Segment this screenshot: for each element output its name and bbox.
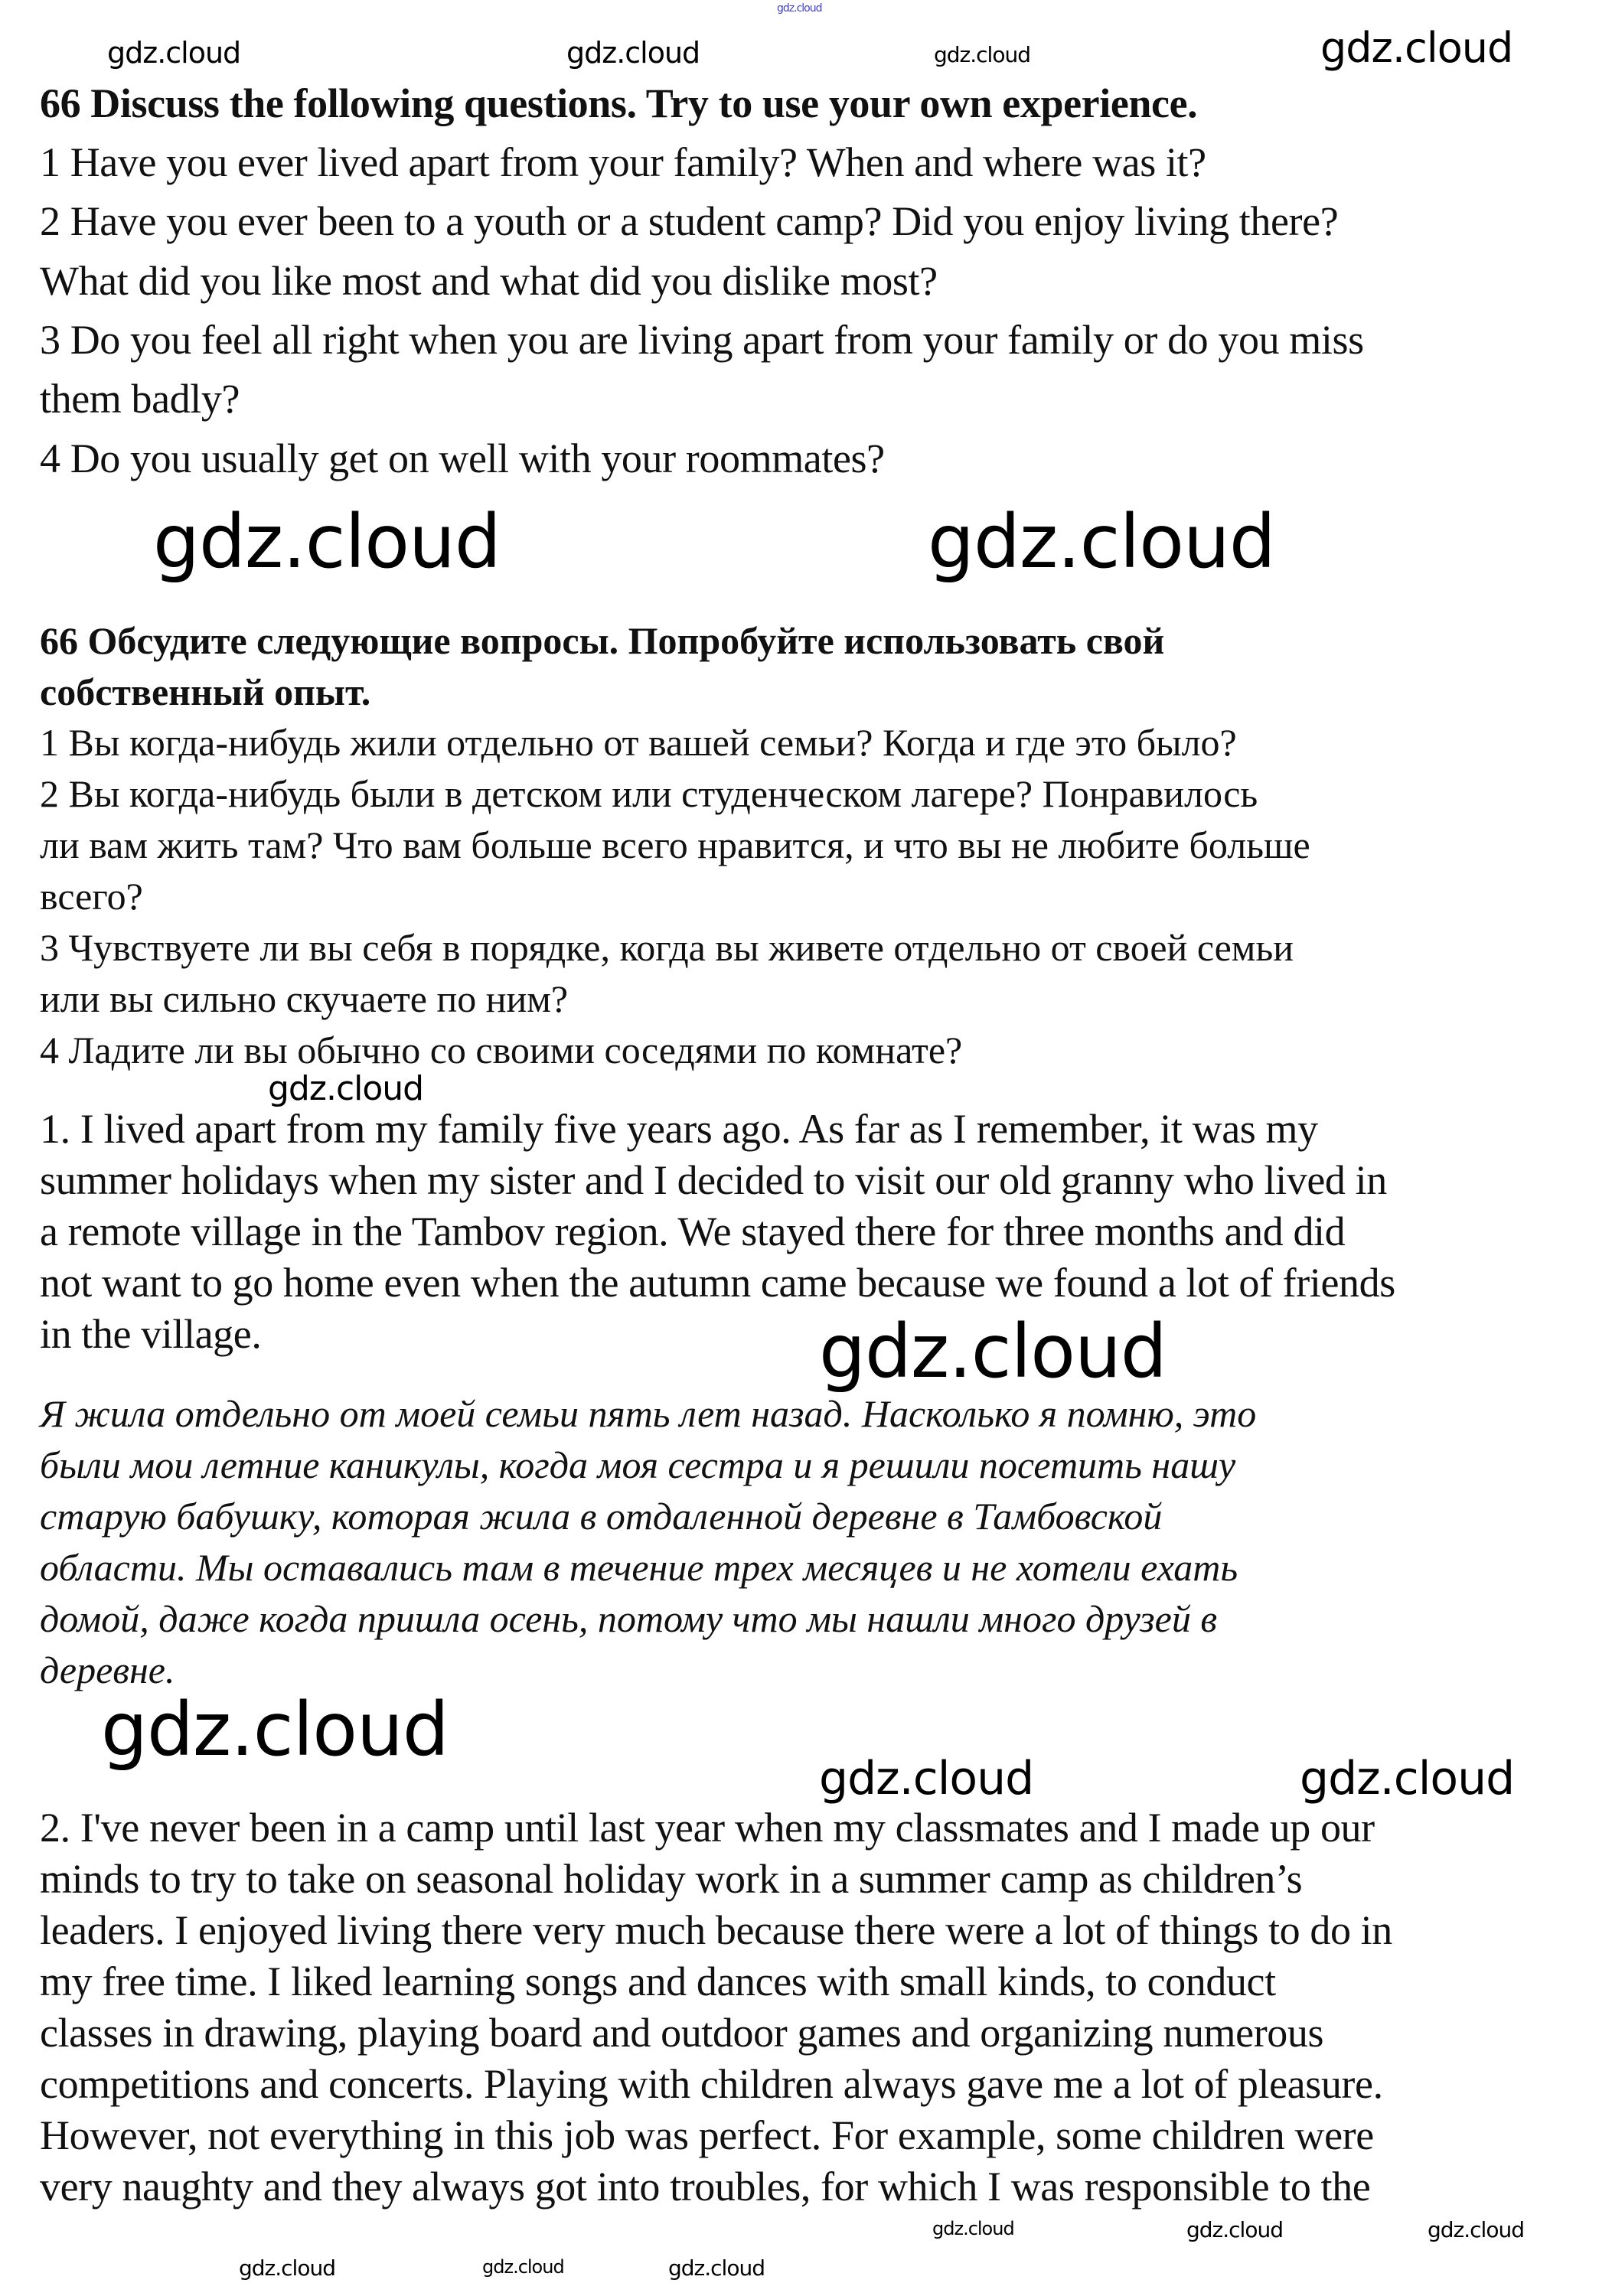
question-line-ru: 2 Вы когда-нибудь были в детском или студенческом лагере? Понравилось [40,772,1258,815]
watermark: gdz.cloud [482,2256,564,2278]
watermark: gdz.cloud [153,499,501,585]
watermark: gdz.cloud [1186,2217,1283,2242]
answer-line: competitions and concerts. Playing with children always gave me a lot of pleasure. [40,2061,1383,2107]
question-line-ru: 3 Чувствуете ли вы себя в порядке, когда вы живете отдельно от своей семьи [40,926,1294,969]
watermark: gdz.cloud [932,2218,1014,2239]
question-line-ru: 4 Ладите ли вы обычно со своими соседями по комнате? [40,1029,963,1071]
watermark: gdz.cloud [819,1752,1034,1805]
answer-line: minds to try to take on seasonal holiday work in a summer camp as children’s [40,1856,1303,1902]
watermark: gdz.cloud [1428,2217,1524,2242]
question-line-ru: 1 Вы когда-нибудь жили отдельно от вашей семьи? Когда и где это было? [40,721,1237,764]
question-line-en: 2 Have you ever been to a youth or a student camp? Did you enjoy living there? [40,198,1339,245]
answer-line: 2. I've never been in a camp until last year when my classmates and I made up our [40,1805,1375,1851]
translation-line: Я жила отдельно от моей семьи пять лет назад. Насколько я помню, это [40,1392,1257,1435]
translation-line: области. Мы оставались там в течение трех месяцев и не хотели ехать [40,1546,1238,1589]
answer-line: summer holidays when my sister and I decided to visit our old granny who lived in [40,1157,1387,1203]
answer-line: 1. I lived apart from my family five years ago. As far as I remember, it was my [40,1106,1318,1152]
question-line-en: What did you like most and what did you dislike most? [40,257,938,304]
question-line-en: 3 Do you feel all right when you are living apart from your family or do you miss [40,316,1364,363]
answer-line: leaders. I enjoyed living there very much because there were a lot of things to do in [40,1907,1392,1953]
question-line-en: them badly? [40,376,240,422]
watermark: gdz.cloud [239,2255,335,2281]
answer-line: in the village. [40,1311,262,1357]
question-line-en: 4 Do you usually get on well with your roommates? [40,435,885,481]
answer-line: my free time. I liked learning songs and dances with small kinds, to conduct [40,1958,1276,2004]
watermark: gdz.cloud [668,2255,765,2281]
watermark: gdz.cloud [101,1687,449,1773]
watermark: gdz.cloud [1300,1752,1515,1805]
watermark: gdz.cloud [107,36,241,70]
watermark: gdz.cloud [777,2,822,15]
translation-line: деревне. [40,1649,175,1691]
question-line-ru: ли вам жить там? Что вам больше всего нравится, и что вы не любите больше [40,823,1310,866]
exercise-heading-en: 66 Discuss the following questions. Try to use your own experience. [40,80,1198,126]
translation-line: были мои летние каникулы, когда моя сестра и я решили посетить нашу [40,1443,1236,1486]
answer-line: not want to go home even when the autumn came because we found a lot of friends [40,1260,1395,1306]
watermark: gdz.cloud [566,36,700,70]
exercise-heading-ru-2: собственный опыт. [40,670,371,713]
question-line-ru: или вы сильно скучаете по ним? [40,977,569,1020]
exercise-heading-ru-1: 66 Обсудите следующие вопросы. Попробуйте использовать свой [40,619,1165,662]
question-line-en: 1 Have you ever lived apart from your family? When and where was it? [40,139,1206,185]
question-line-ru: всего? [40,875,143,918]
watermark: gdz.cloud [1320,24,1513,72]
translation-line: старую бабушку, которая жила в отдаленной деревне в Тамбовской [40,1495,1163,1538]
answer-line: classes in drawing, playing board and outdoor games and organizing numerous [40,2010,1324,2056]
watermark: gdz.cloud [928,499,1275,585]
watermark: gdz.cloud [268,1069,424,1108]
watermark: gdz.cloud [934,42,1030,67]
translation-line: домой, даже когда пришла осень, потому что мы нашли много друзей в [40,1597,1218,1640]
answer-line: very naughty and they always got into troubles, for which I was responsible to the [40,2164,1371,2210]
watermark: gdz.cloud [819,1309,1167,1394]
answer-line: However, not everything in this job was perfect. For example, some children were [40,2112,1374,2158]
answer-line: a remote village in the Tambov region. We stayed there for three months and did [40,1208,1346,1254]
